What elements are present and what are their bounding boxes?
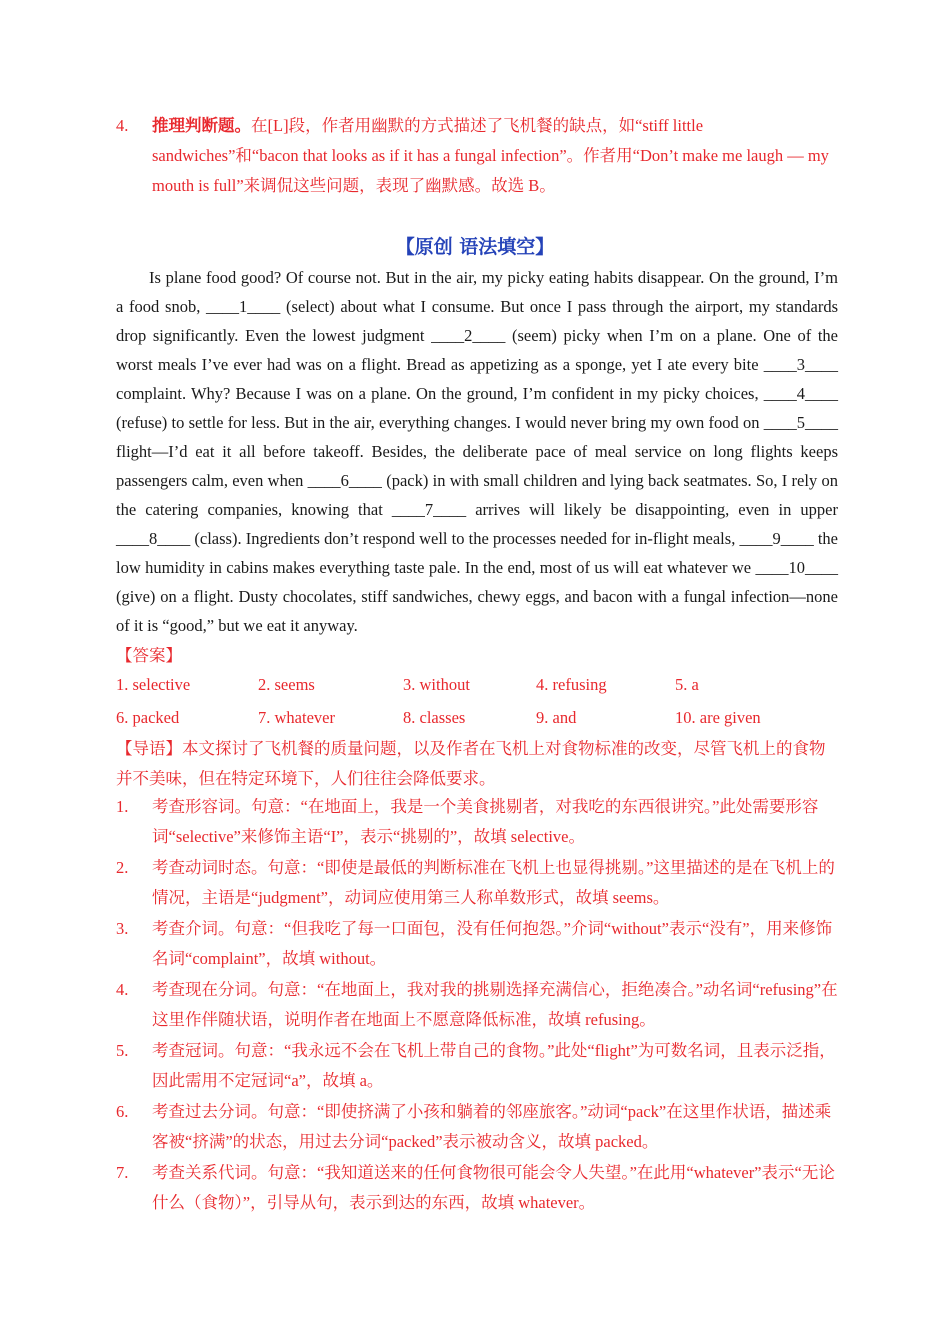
explanation-item [116, 1158, 838, 1218]
guide-label: 【导语】 [116, 739, 182, 758]
q4-analysis [116, 111, 838, 201]
explanation-text: 考查形容词。句意：“在地面上，我是一个美食挑剔者，对我吃的东西很讲究。”此处需要形容词“selective”来修饰主语“I”，表示“挑剔的”，故填 selective。 [152, 797, 819, 846]
q4-number: 4. [116, 116, 129, 135]
answer-item: 2. seems [258, 675, 315, 694]
explanation-item [116, 914, 838, 974]
answer-item: 5. a [675, 675, 699, 694]
explanation-number: 4. [116, 980, 129, 999]
explanation-item [116, 975, 838, 1035]
explanation-number: 2. [116, 858, 129, 877]
explanation-text: 考查冠词。句意：“我永远不会在飞机上带自己的食物。”此处“flight”为可数名词，且表示泛指，因此需用不定冠词“a”，故填 a。 [152, 1041, 836, 1090]
answer-item: 7. whatever [258, 708, 335, 727]
answer-item: 6. packed [116, 708, 180, 727]
q4-text: 在[L]段，作者用幽默的方式描述了飞机餐的缺点，如“stiff little sandwiches”和“bacon that looks as if it has a fungal infection”。作者用“Don’t make me laugh — my mouth is full”来调侃这些问题，表现了幽默感。故选 B。 [152, 116, 829, 195]
answer-item: 9. and [536, 708, 577, 727]
explanation-text: 考查过去分词。句意：“即使挤满了小孩和躺着的邻座旅客。”动词“pack”在这里作状语，描述乘客被“挤满”的状态，用过去分词“packed”表示被动含义，故填 packed。 [152, 1102, 832, 1151]
guide-paragraph [116, 734, 838, 794]
answer-item: 8. classes [403, 708, 466, 727]
explanation-number: 7. [116, 1163, 129, 1182]
section-title: 【原创 语法填空】 [395, 236, 555, 258]
explanation-number: 6. [116, 1102, 129, 1121]
explanation-text: 考查现在分词。句意：“在地面上，我对我的挑剔选择充满信心，拒绝凑合。”动名词“refusing”在这里作伴随状语，说明作者在地面上不愿意降低标准，故填 refusing。 [152, 980, 838, 1029]
explanation-text: 考查关系代词。句意：“我知道送来的任何食物很可能会令人失望。”在此用“whatever”表示“无论什么（食物）”，引导从句，表示到达的东西，故填 whatever。 [152, 1163, 835, 1212]
answer-heading: 【答案】 [116, 646, 182, 665]
explanation-number: 3. [116, 919, 129, 938]
answer-item: 3. without [403, 675, 470, 694]
cloze-passage [116, 263, 838, 640]
guide-text: 本文探讨了飞机餐的质量问题，以及作者在飞机上对食物标准的改变，尽管飞机上的食物并不美味，但在特定环境下，人们往往会降低要求。 [116, 739, 826, 788]
explanation-item [116, 1036, 838, 1096]
explanation-item [116, 1097, 838, 1157]
q4-type-label: 推理判断题。 [152, 116, 251, 135]
answer-item: 1. selective [116, 675, 191, 694]
answer-item: 4. refusing [536, 675, 607, 694]
explanation-text: 考查介词。句意：“但我吃了每一口面包，没有任何抱怨。”介词“without”表示“没有”，用来修饰名词“complaint”，故填 without。 [152, 919, 833, 968]
explanation-number: 1. [116, 797, 129, 816]
passage-text: Is plane food good? Of course not. But in the air, my picky eating habits disappear. On the ground, I’m a food snob, ____1____ (select) about what I consume. But once I pass through the airport, my standards drop significantly. Even the lowest judgment ____2____ (seem) picky when I’m on a plane. One of the worst meals I’ve ever had was on a flight. Bread as appetizing as a sponge, yet I ate every bite ____3____ complaint. Why? Because I was on a plane. On the ground, I’m confident in my picky choices, ____4____ (refuse) to settle for less. But in the air, everything changes. I would never bring my own food on ____5____ flight—I’d eat it all before takeoff. Besides, the deliberate pace of meal service on long flights keeps passengers calm, even when ____6____ (pack) in with small children and lying back seatmates. So, I rely on the catering companies, knowing that ____7____ arrives will likely be disappointing, even in upper ____8____ (class). Ingredients don’t respond well to the processes needed for in-flight meals, ____9____ the low humidity in cabins makes everything taste pale. In the end, most of us will eat whatever we ____10____ (give) on a flight. Dusty chocolates, stiff sandwiches, chewy eggs, and bacon with a fungal infection—none of it is “good,” but we eat it anyway. [116, 268, 838, 635]
explanation-number: 5. [116, 1041, 129, 1060]
explanation-item [116, 792, 838, 852]
explanation-text: 考查动词时态。句意：“即使是最低的判断标准在飞机上也显得挑剔。”这里描述的是在飞机上的情况，主语是“judgment”，动词应使用第三人称单数形式，故填 seems。 [152, 858, 835, 907]
explanation-item [116, 853, 838, 913]
answer-item: 10. are given [675, 708, 761, 727]
